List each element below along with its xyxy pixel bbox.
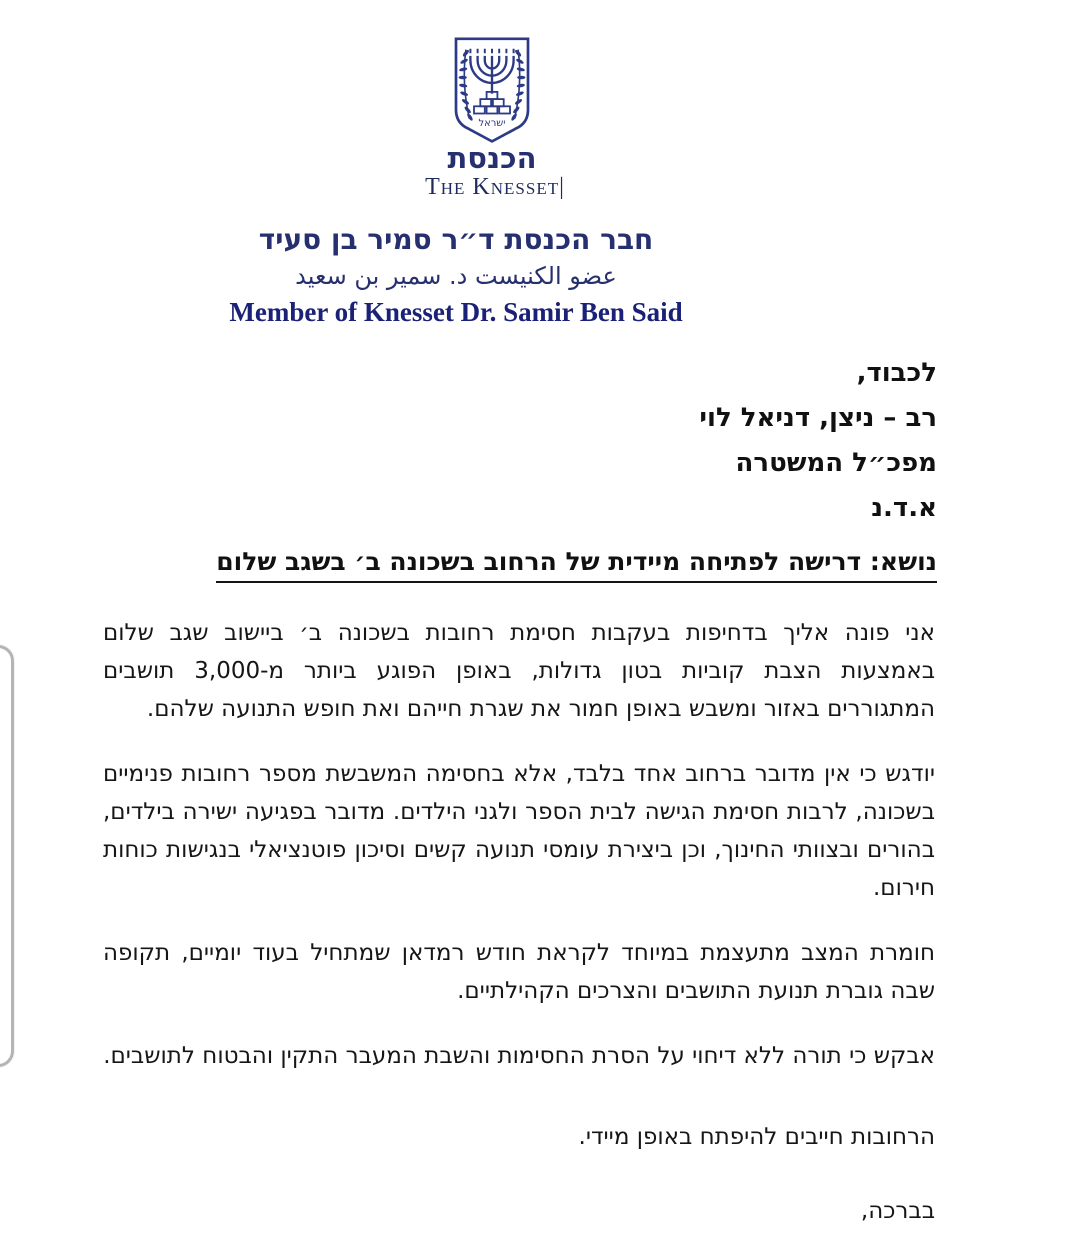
org-name-english: The Knesset|	[425, 174, 565, 200]
adjacent-page-edge	[0, 645, 14, 1067]
closing-salutation: בברכה,	[860, 1198, 935, 1224]
body-paragraph: הרחובות חייבים להיפתח באופן מיידי.	[578, 1124, 935, 1150]
subject-line	[216, 547, 937, 583]
body-paragraph: יודגש כי אין מדובר ברחוב אחד בלבד, אלא בחסימה המשבשת מספר רחובות פנימיים בשכונה, לרבות חסימת הגישה לבית הספר ולגני הילדים. מדובר בפגיעה ישירה בילדים, בהורים ובצוותי החינוך, וכן ביצירת עומסי תנועה קשים וסיכון פוטנציאלי בנגישות כוחות חירום.	[103, 761, 935, 901]
emblem-caption-israel: ישראל	[478, 118, 506, 130]
subject-text: נושא: דרישה לפתיחה מיידית של הרחוב בשכונה ב׳ בשגב שלום	[216, 547, 937, 583]
knesset-emblem	[447, 36, 537, 146]
org-name-hebrew: הכנסת	[447, 141, 537, 175]
recipient-line-title: מפכ״ל המשטרה	[735, 448, 937, 478]
member-name-english: Member of Knesset Dr. Samir Ben Said	[229, 297, 683, 327]
recipient-line-honorific: א.ד.נ	[871, 493, 937, 523]
member-name-arabic: عضو الكنيست د. سمير بن سعيد	[295, 262, 617, 290]
recipient-block	[699, 351, 937, 531]
knesset-emblem-icon	[447, 36, 537, 146]
recipient-line-salutation: לכבוד,	[856, 358, 937, 388]
member-name-block	[0, 223, 912, 328]
body-paragraph: אני פונה אליך בדחיפות בעקבות חסימת רחובות בשכונה ב׳ ביישוב שגב שלום באמצעות הצבת קוביות בטון גדולות, באופן הפוגע ביותר מ-3,000 תושבים המתגוררים באזור ומשבש באופן חמור את שגרת חייהם ואת חופש התנועה שלהם.	[103, 620, 935, 722]
body-paragraph: חומרת המצב מתעצמת במיוחד לקראת חודש רמדאן שמתחיל בעוד יומיים, תקופה שבה גוברת תנועת התושבים והצרכים הקהילתיים.	[103, 940, 935, 1004]
body-paragraph: אבקש כי תורה ללא דיחוי על הסרת החסימות והשבת המעבר התקין והבטוח לתושבים.	[103, 1043, 935, 1069]
letter-body	[103, 614, 935, 1257]
recipient-line-name: רב – ניצן, דניאל לוי	[699, 403, 937, 433]
member-name-hebrew: חבר הכנסת ד״ר סמיר בן סעיד	[258, 223, 654, 256]
